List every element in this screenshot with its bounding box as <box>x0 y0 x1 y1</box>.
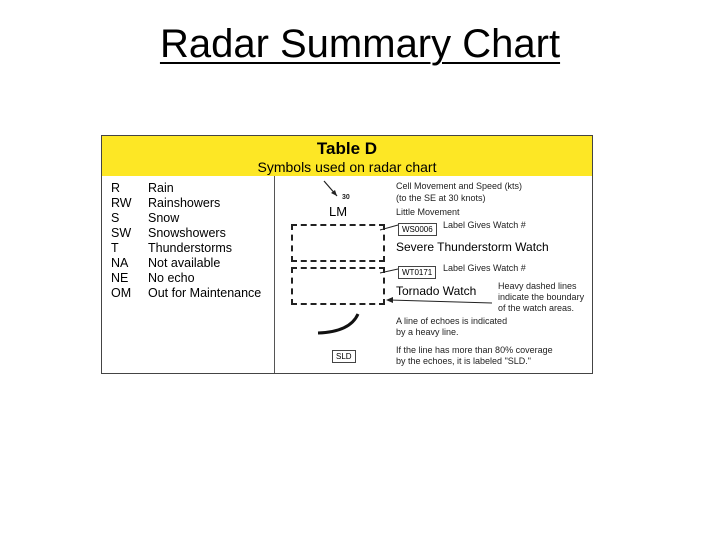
sld-text: If the line has more than 80% coverage <box>396 345 553 355</box>
symbol-code: NE <box>111 271 129 285</box>
cell-speed: 30 <box>342 194 350 201</box>
echo-line-text: A line of echoes is indicated <box>396 316 508 326</box>
dashed-lines-text: indicate the boundary <box>498 292 585 302</box>
symbol-meaning: Snowshowers <box>148 226 226 240</box>
boundary-arrow-line <box>389 300 492 303</box>
severe-watch-box <box>291 224 385 262</box>
symbol-code: T <box>111 241 119 255</box>
cell-movement-text: Cell Movement and Speed (kts) <box>396 181 523 191</box>
symbol-meaning: Out for Maintenance <box>148 286 262 300</box>
symbol-meaning: Rainshowers <box>148 196 221 210</box>
symbol-code: RW <box>111 196 132 210</box>
symbol-meaning: Rain <box>148 181 174 195</box>
symbol-code: R <box>111 181 121 195</box>
wt-label-box: WT0171 <box>398 266 436 279</box>
tornado-watch-box <box>291 267 385 305</box>
slide-title: Radar Summary Chart <box>159 22 561 66</box>
symbol-code: OM <box>111 286 132 300</box>
radar-symbols-table <box>101 135 593 374</box>
label-gives-watch: Label Gives Watch # <box>443 220 526 230</box>
lm-symbol: LM <box>329 204 348 219</box>
sld-text: by the echoes, it is labeled "SLD." <box>396 356 531 366</box>
echo-line-text: by a heavy line. <box>396 327 459 337</box>
symbol-meaning: No echo <box>148 271 195 285</box>
symbol-meaning: Thunderstorms <box>148 241 233 255</box>
symbol-meaning: Snow <box>148 211 180 225</box>
symbol-meaning: Not available <box>148 256 221 270</box>
severe-watch-text: Severe Thunderstorm Watch <box>396 240 549 254</box>
echo-line-icon <box>318 314 358 333</box>
symbol-code: NA <box>111 256 129 270</box>
cell-movement-text: (to the SE at 30 knots) <box>396 193 486 203</box>
tornado-watch-text: Tornado Watch <box>396 284 477 298</box>
sld-label-box: SLD <box>332 350 356 363</box>
table-title: Table D <box>316 139 378 158</box>
table-subtitle: Symbols used on radar chart <box>257 159 437 175</box>
symbol-code: S <box>111 211 120 225</box>
ws-label-box: WS0006 <box>398 223 437 236</box>
label-gives-watch: Label Gives Watch # <box>443 263 526 273</box>
dashed-lines-text: Heavy dashed lines <box>498 281 577 291</box>
arrowhead-icon <box>386 297 393 303</box>
little-movement-text: Little Movement <box>396 207 460 217</box>
symbol-code: SW <box>111 226 132 240</box>
dashed-lines-text: of the watch areas. <box>498 303 575 313</box>
